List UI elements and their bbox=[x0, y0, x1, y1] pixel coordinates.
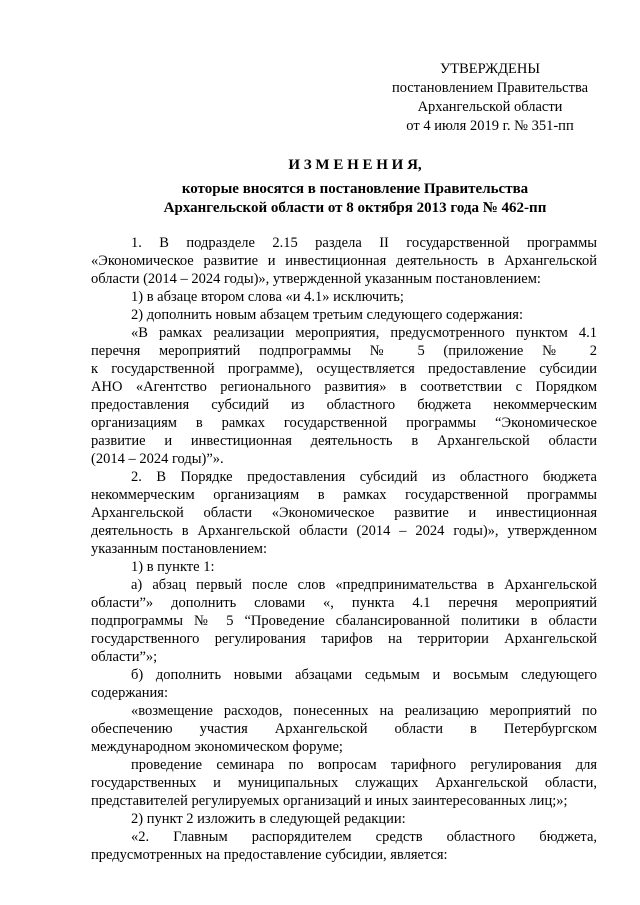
body-line: обеспечению участия Архангельской области в Петербургском bbox=[91, 721, 597, 737]
body-line: деятельность в Архангельской области (2014 – 2024 годы)», утвержденном bbox=[91, 523, 597, 539]
body-line: 1. В подразделе 2.15 раздела II государственной программы bbox=[131, 235, 597, 251]
body-line: 2. В Порядке предоставления субсидий из областного бюджета bbox=[131, 469, 597, 485]
body-line: (2014 – 2024 годы)”». bbox=[91, 451, 224, 467]
body-line: области”»; bbox=[91, 649, 158, 665]
body-line: указанным постановлением: bbox=[91, 541, 267, 557]
body-line: 2) дополнить новым абзацем третьим следующего содержания: bbox=[131, 307, 524, 323]
document-subtitle-line1: которые вносятся в постановление Правительства bbox=[181, 181, 529, 197]
body-line: «2. Главным распорядителем средств областного бюджета, bbox=[131, 829, 597, 845]
body-line: государственного регулирования тарифов на территории Архангельской bbox=[91, 631, 597, 647]
body-line: проведение семинара по вопросам тарифного регулирования для bbox=[131, 757, 597, 773]
approval-status: УТВЕРЖДЕНЫ bbox=[439, 61, 541, 77]
body-line: к государственной программе), осуществляется предоставление субсидии bbox=[91, 361, 597, 377]
body-line: международном экономическом форуме; bbox=[91, 739, 343, 755]
body-line: развитие и инвестиционная деятельность в Архангельской области bbox=[91, 433, 597, 449]
body-line: «возмещение расходов, понесенных на реализацию мероприятий по bbox=[131, 703, 597, 719]
body-line: «В рамках реализации мероприятия, предусмотренного пунктом 4.1 bbox=[131, 325, 597, 341]
body-line: организациям в рамках государственной программы “Экономическое bbox=[91, 415, 597, 431]
body-line: 1) в пункте 1: bbox=[131, 559, 215, 575]
body-line: а) абзац первый после слов «предпринимательства в Архангельской bbox=[131, 577, 597, 593]
body-line: подпрограммы № 5 “Проведение сбалансированной политики в области bbox=[91, 613, 597, 629]
document-title: И З М Е Н Е Н И Я, bbox=[288, 157, 422, 173]
body-line: некоммерческим организациям в рамках государственной программы bbox=[91, 487, 597, 503]
approval-region: Архангельской области bbox=[417, 99, 563, 115]
body-line: «Экономическое развитие и инвестиционная деятельность в Архангельской bbox=[91, 253, 597, 269]
document-subtitle-line2: Архангельской области от 8 октября 2013 года № 462-пп bbox=[163, 200, 547, 216]
body-line: государственных и муниципальных служащих Архангельской области, bbox=[91, 775, 597, 791]
body-line: области”» дополнить словами «, пункта 4.1 перечня мероприятий bbox=[91, 595, 597, 611]
approval-date-number: от 4 июля 2019 г. № 351-пп bbox=[406, 118, 574, 134]
body-line: содержания: bbox=[91, 685, 169, 701]
body-line: АНО «Агентство регионального развития» в соответствии с Порядком bbox=[91, 379, 597, 395]
body-line: предоставления субсидий из областного бюджета некоммерческим bbox=[91, 397, 597, 413]
body-line: перечня мероприятий подпрограммы № 5 (приложение № 2 bbox=[91, 343, 597, 359]
body-line: б) дополнить новыми абзацами седьмым и восьмым следующего bbox=[131, 667, 597, 683]
body-line: представителей регулируемых организаций и иных заинтересованных лиц;»; bbox=[91, 793, 568, 809]
body-line: 1) в абзаце втором слова «и 4.1» исключить; bbox=[131, 289, 404, 305]
body-line: Архангельской области «Экономическое развитие и инвестиционная bbox=[91, 505, 597, 521]
body-line: области (2014 – 2024 годы)», утвержденной указанным постановлением: bbox=[91, 271, 541, 287]
approval-authority: постановлением Правительства bbox=[391, 80, 589, 96]
body-line: 2) пункт 2 изложить в следующей редакции: bbox=[131, 811, 406, 827]
body-line: предусмотренных на предоставление субсидии, является: bbox=[91, 847, 448, 863]
